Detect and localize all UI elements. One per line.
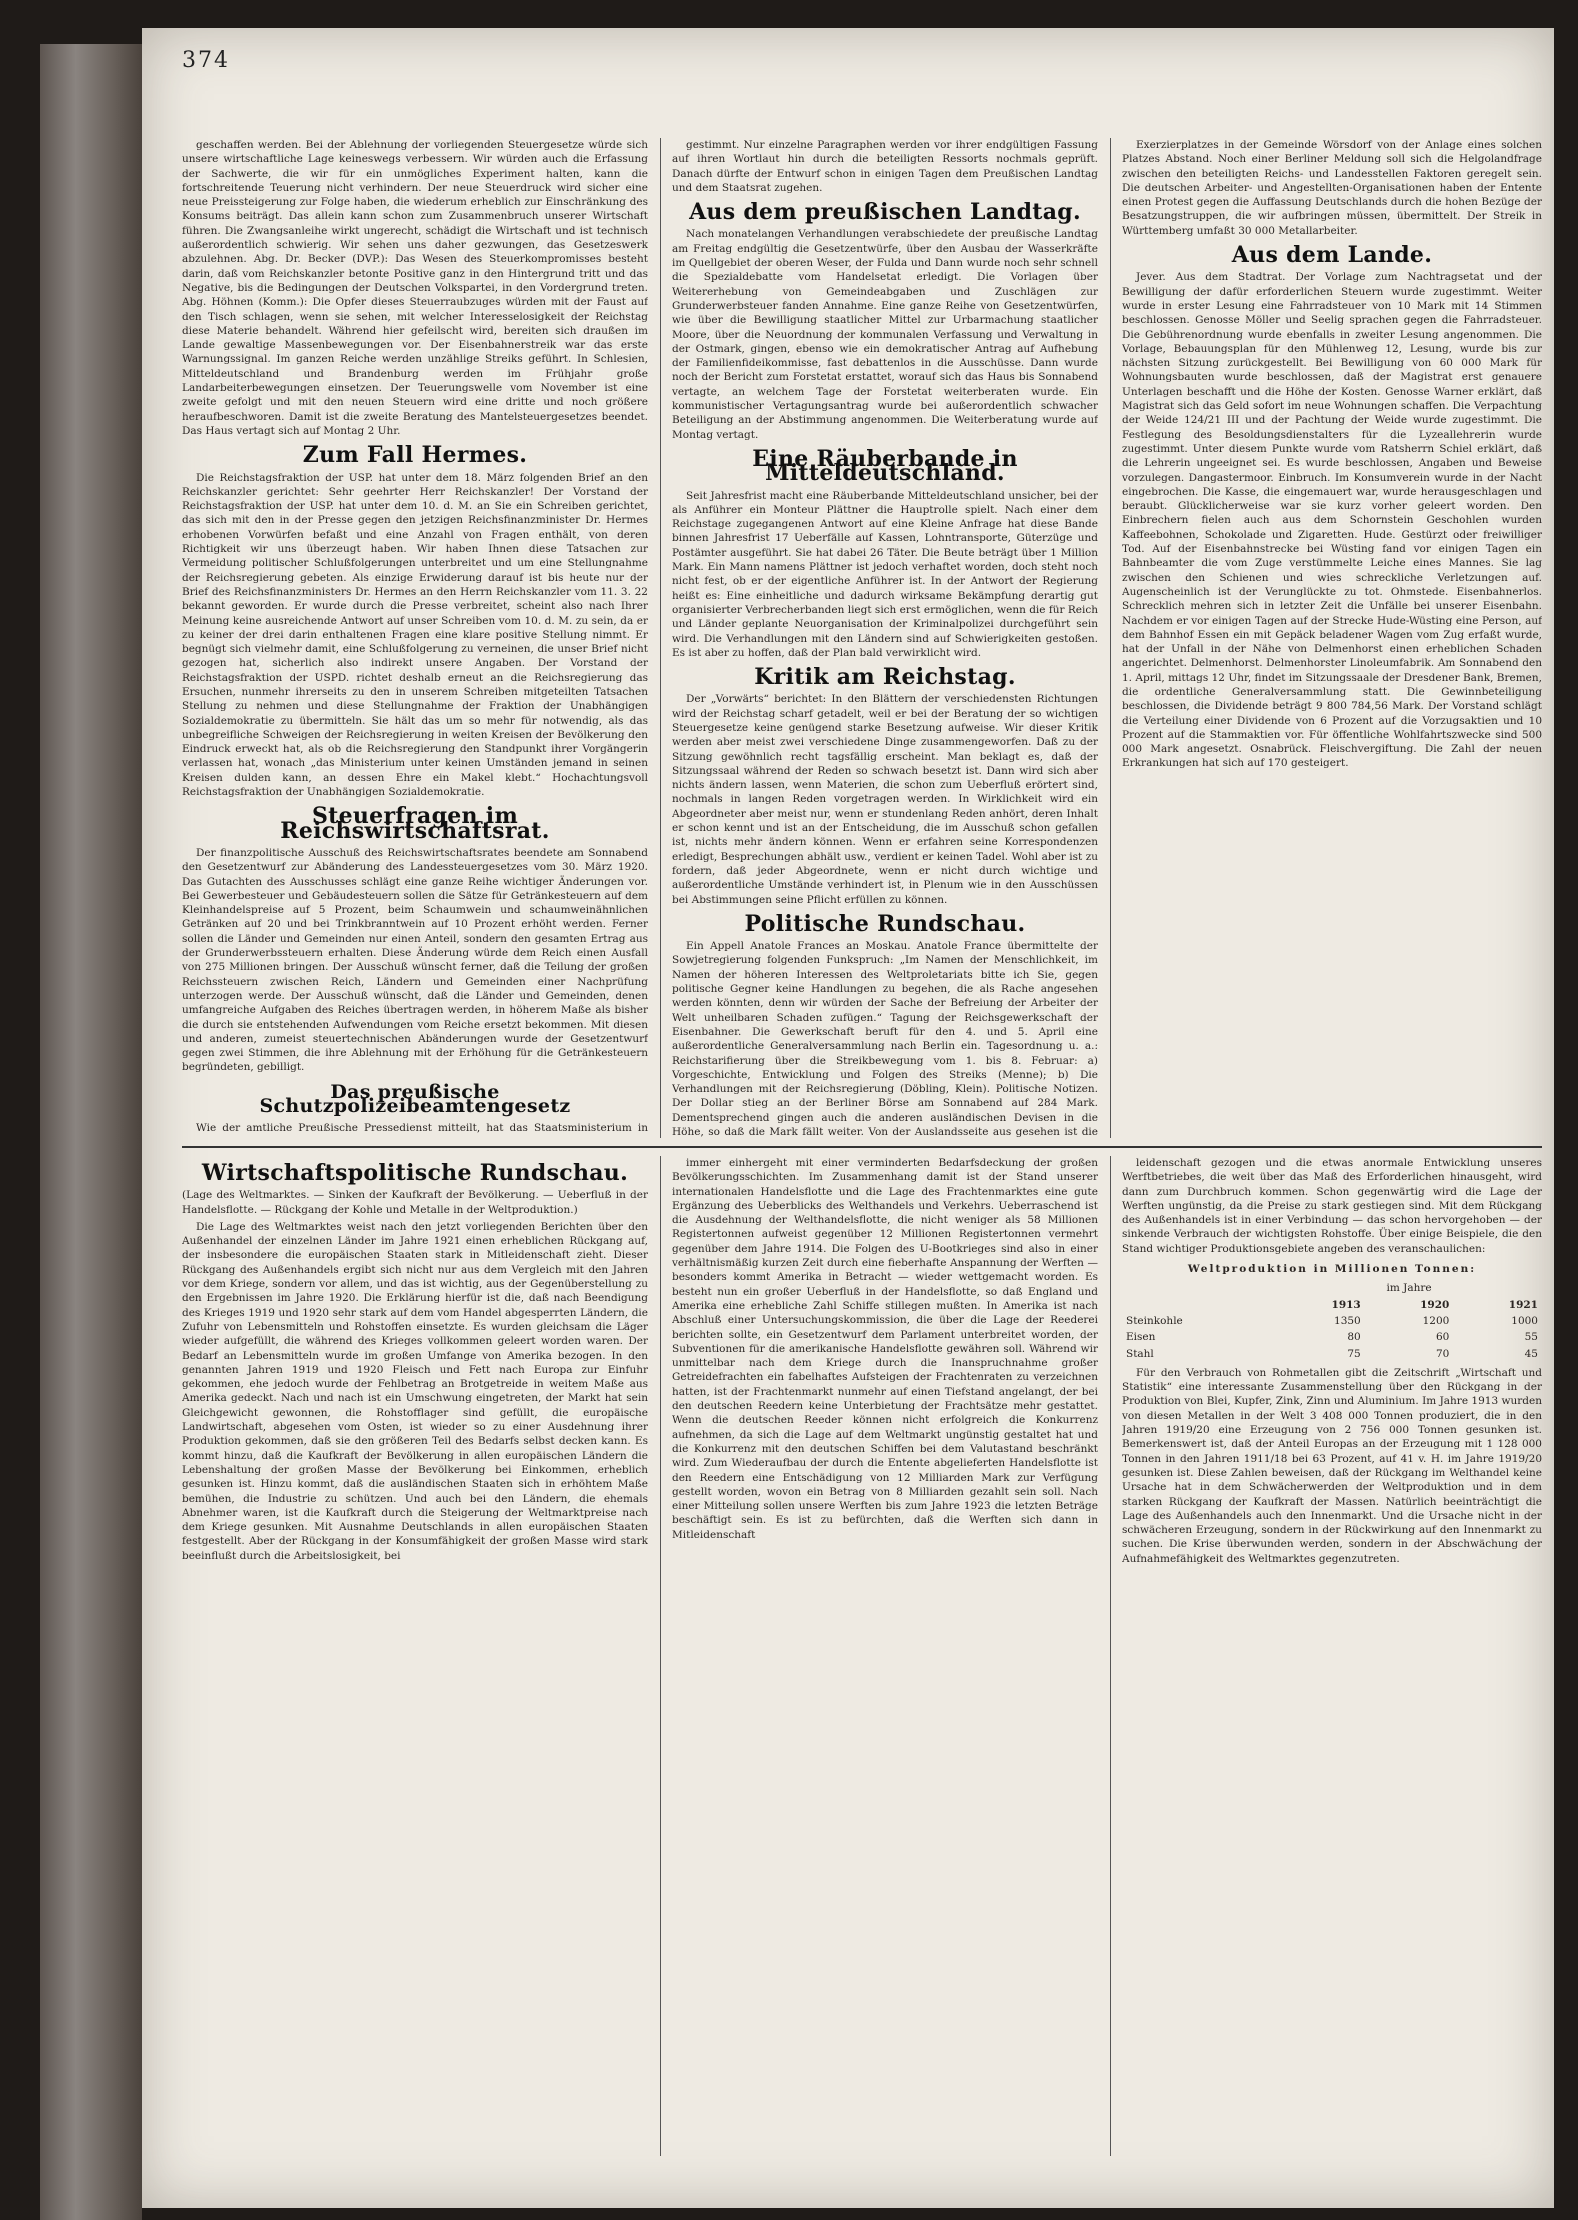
cell: 1200	[1422, 1314, 1450, 1327]
headline-schutzpolizei: Das preußische Schutzpolizeibeamtengesetz	[259, 1080, 571, 1117]
article-text: Der „Vorwärts“ berichtet: In den Blättern der verschiedensten Richtungen wird der Reichstag scharf getadelt, weil er bei der Beratung der so wichtigen Steuergesetze keine genügend starke Besetzung aufweise. Wir dieser Kritik werden aber meist zwei verschiedene Dinge zusammengeworfen. Daß zu der Sitzung gewöhnlich recht tagsfällig erscheint. Man beklagt es, daß der Sitzungssaal während der Reden so schwach besetzt ist. Dann wird sich aber nichts ändern lassen, wenn Materien, die schon zum Ueberfluß erörtert sind, nochmals in langen Reden vorgetragen werden. In Wirklichkeit wird ein Abgeordneter aber meist nur, wenn er stundenlang Reden anhört, deren Inhalt er schon kennt und ist an der Entscheidung, die im Ausschuß schon gefallen ist, nichts mehr ändern können. Wenn er erfahren seine Korrespondenzen erledigt, Besprechungen abhält usw., verdient er keinen Tadel. Wohl aber ist zu fordern, daß jeder Abgeordnete, wenn er nicht durch wichtige und außerordentliche Umstände verhindert ist, in Plenum wie in den Ausschüssen bei Abstimmungen seine Pflicht erfüllen zu können.	[672, 693, 1098, 906]
article-text: Jever. Aus dem Stadtrat. Der Vorlage zum Nachtragsetat und der Bewilligung der dafür erforderlichen Steuern wurde zugestimmt. Weiter wurde in erster Lesung eine Fahrradsteuer von 10 Mark mit 14 Stimmen beschlossen. Genosse Möller und Seelig sprachen gegen die Fahrradsteuer. Die Gebührenordnung wurde ebenfalls in zweiter Lesung angenommen. Die Vorlage, Bebauungsplan für den Mühlenweg 12, Lesung, wurde bis zur nächsten Sitzung zurückgestellt. Bei Bewilligung von 60 000 Mark für Wohnungsbauten wurde beschlossen, daß der Magistrat erst genauere Unterlagen beschafft und die Höhe der Kosten. Genosse Warner erklärt, daß Magistrat sich das Geld sofort im neue Wohnungen schaffen. Die Verpachtung der Weide 124/21 III und der Pachtung der Weide wurde zugestimmt. Die Festlegung des Besoldungsdienstalters für die Lyzeallehrerin wurde zugestimmt. Unter diesem Punkte wurde vom Ratsherrn Schiel erklärt, daß die Lehrerin ungeeignet sei. Es wurde beschlossen, Angaben und Beweise vorzulegen. Dangastermoor. Einbruch. Im Konsumverein wurde in der Nacht eingebrochen. Die Kasse, die eingemauert war, wurde herausgeschlagen und beraubt. Glücklicherweise war sie kurz vorher geleert worden. Den Einbrechern fielen auch aus dem Schornstein Geschohlen wurden Kaffeebohnen, Schokolade und Zigaretten. Hude. Gestürzt oder freiwilliger Tod. Auf der Eisenbahnstrecke bei Wüsting fand vor einigen Tagen ein Bahnbeamter die vom Zuge verstümmelte Leiche eines Mannes. Sie lag zwischen den Schienen und wies schreckliche Verletzungen auf. Augenscheinlich ist der Verunglückte zu tot. Ohmstede. Eisenbahnerlos. Schrecklich mehren sich in letzter Zeit die Unfälle bei unserer Eisenbahn. Nachdem er vor einigen Tagen auf der Strecke Hude-Wüsting eine Person, auf dem Bahnhof Essen ein mit Gepäck beladener Wagen vom Zug erfaßt wurde, hat der Unfall in der Nähe von Delmenhorst einen erheblichen Schaden angerichtet. Delmenhorst. Delmenhorster Linoleumfabrik. Am Sonnabend den 1. April, mittags 12 Uhr, findet im Sitzungssaale der Dresdener Bank, Bremen, die ordentliche Generalversammlung statt. Die Gewinnbeteiligung beschlossen, die Dividende beträgt 9 800 784,56 Mark. Der Vorstand schlägt die Verteilung einer Dividende von 6 Prozent auf die Vorzugsaktien und 10 Prozent auf die Stammaktien vor. Für öffentliche Wohlfahrtszwecke sind 500 000 Mark angesetzt. Osnabrück. Fleischvergiftung. Die Zahl der neuen Erkrankungen hat sich auf 170 gesteigert.	[1122, 271, 1542, 770]
cell: 45	[1524, 1347, 1538, 1360]
headline-landtag: Aus dem preußischen Landtag.	[689, 199, 1081, 226]
cell: 55	[1524, 1331, 1538, 1344]
page-number: 374	[182, 48, 230, 73]
article-text: leidenschaft gezogen und die etwas anormale Entwicklung unseres Werftbetriebes, die weit über das Maß des Erforderlichen hinausgeht, wird dann zum Durchbruch kommen. Schon gegenwärtig wird die Lage der Werften ungünstig, da die Preise zu stark gestiegen sind. Mit dem Rückgang des Außenhandels ist in einer Verbindung — das schon hervorgehoben — der sinkende Verbrauch der wichtigsten Rohstoffe. Über einige Beispiele, die den Stand wichtiger Produktionsgebiete angeben des veranschaulichen:	[1122, 1157, 1542, 1255]
article-text: Der finanzpolitische Ausschuß des Reichswirtschaftsrates beendete am Sonnabend den Gesetzentwurf zur Abänderung des Landessteuergesetzes vom 30. März 1920. Das Gutachten des Ausschusses schlägt eine ganze Reihe wichtiger Änderungen vor. Bei Gewerbesteuer und Gebäudesteuern sollen die Sätze für Getränkesteuern auf dem Kleinhandelspreise auf 5 Prozent, beim Schaumwein und schaumweinähnlichen Getränken auf 20 und bei Trinkbranntwein auf 10 Prozent erhöht werden. Ferner sollen die Länder und Gemeinden nur einen Anteil, sondern den gesamten Ertrag aus der Grunderwerbssteuern erhalten. Diese Änderung würde dem Reich einen Ausfall von 275 Millionen bringen. Der Ausschuß wünscht ferner, daß die Teilung der großen Reichssteuern zwischen Reich, Ländern und Gemeinden einer Nachprüfung unterzogen werde. Der Ausschuß wünscht, daß die Länder und Gemeinden, denen umfangreiche Aufgaben des Reiches übertragen werden, in höherem Maße als bisher die durch sie entstehenden Aufwendungen vom Reiche ersetzt bekommen. Mit diesen und anderen, zumeist steuertechnischen Abänderungen wurde der Gesetzentwurf gegen zwei Stimmen, die ihre Ablehnung mit der Erhöhung für die Getränkesteuern begründeten, gebilligt.	[182, 846, 648, 1074]
table-row	[1122, 1329, 1542, 1345]
cell: 80	[1347, 1331, 1361, 1344]
column-3	[1122, 138, 1542, 1138]
column-divider	[1110, 1156, 1111, 2156]
bottom-column-1	[182, 1156, 648, 2156]
table-year: 1913	[1331, 1298, 1361, 1311]
headline-politische-rundschau: Politische Rundschau.	[744, 910, 1026, 937]
cell: 1350	[1334, 1314, 1361, 1327]
article-text: Wie der amtliche Preußische Pressedienst mitteilt, hat das Staatsministerium in	[196, 1122, 648, 1135]
production-table-title: Weltproduktion in Millionen Tonnen:	[1187, 1263, 1477, 1276]
article-text: Für den Verbrauch von Rohmetallen gibt die Zeitschrift „Wirtschaft und Statistik“ eine interessante Zusammenstellung über den Rückgang in der Produktion von Blei, Kupfer, Zink, Zinn und Aluminium. Im Jahre 1913 wurden von diesen Metallen in der Welt 3 408 000 Tonnen produziert, die in den Jahren 1919/20 eine Erzeugung von 2 756 000 Tonnen gesunken ist. Bemerkenswert ist, daß der Anteil Europas an der Erzeugung mit 1 128 000 Tonnen in den Jahren 1911/18 bei 63 Prozent, auf 41 v. H. im Jahre 1919/20 gesunken ist. Diese Zahlen beweisen, daß der Rückgang im Welthandel keine Ursache hat in dem Schwächerwerden der Weltproduktion und in dem starken Rückgang der Kaufkraft der Massen. Natürlich beeinträchtigt die Lage des Außenhandels auch den Innenmarkt. Und die Ursache nicht in der schwächeren Erzeugung, sondern in der Rückwirkung auf den Innenmarkt zu suchen. Die Krise überwunden werden, sondern in der Abschwächung der Aufnahmefähigkeit des Weltmarktes gegenzutreten.	[1122, 1366, 1542, 1565]
newspaper-page	[142, 28, 1554, 2208]
article-text: Nach monatelangen Verhandlungen verabschiedete der preußische Landtag am Freitag endgültig die Gesetzentwürfe, über den Ausbau der Wasserkräfte im Quellgebiet der oberen Weser, der Fulda und Dann wurde noch sehr schnell die Spezialdebatte vom Handelsetat erledigt. Die Vorlagen über Weitererhebung von Gemeindeabgaben und Zuschlägen zur Grunderwerbsteuer fanden Annahme. Eine ganze Reihe von Gesetzentwürfen, wie über die Bewilligung staatlicher Mittel zur Urbarmachung staatlicher Moore, über die Neuordnung der kommunalen Verfassung und Verwaltung in der Ostmark, gingen, ebenso wie ein demokratischer Antrag auf Aufhebung der Familienfideikommisse, fast debattenlos in die Ausschüsse. Dann wurde noch der Bericht zum Forstetat erstattet, worauf sich das Haus bis Sonnabend vertagte, an welchem Tage der Forstetat weiterberaten wurde. Ein kommunistischer Vertagungsantrag wurde bei außerordentlich schwacher Beteiligung an der Abstimmung angenommen. Die Weiterberatung wurde auf Montag vertagt.	[672, 228, 1098, 441]
column-1	[182, 138, 648, 1138]
row-label: Steinkohle	[1126, 1314, 1183, 1327]
article-text: Ein Appell Anatole Frances an Moskau. Anatole France übermittelte der Sowjetregierung folgenden Funkspruch: „Im Namen der Menschlichkeit, im Namen der höheren Interessen des Weltproletariats bitte ich Sie, gegen politische Gegner keine Handlungen zu begehen, die als Rache angesehen werden könnten, denn wir würden der Sache der Befreiung der Arbeiter der Welt unheilbaren Schaden zufügen.“ Tagung der Reichsgewerkschaft der Eisenbahner. Die Gewerkschaft beruft für den 4. und 5. April eine außerordentliche Generalversammlung nach Berlin ein. Tagesordnung u. a.: Reichstarifierung über die Streikbewegung vom 1. bis 8. Februar: a) Vorgeschichte, Entwicklung und Folgen des Streiks (Menne); b) Die Verhandlungen mit der Reichsregierung (Döbling, Klein). Politische Notizen. Der Dollar stieg an der Berliner Börse am Sonnabend auf 284 Mark. Dementsprechend gingen auch die anderen ausländischen Devisen in die Höhe, so daß die Mark fällt weiter. Von der Auslandsseite aus gesehen ist die	[672, 940, 1098, 1138]
headline-kritik: Kritik am Reichstag.	[754, 664, 1016, 691]
table-row	[1122, 1313, 1542, 1329]
article-text: Die Lage des Weltmarktes weist nach den jetzt vorliegenden Berichten über den Außenhandel der einzelnen Länder im Jahre 1921 einen erheblichen Rückgang auf, der insbesondere die europäischen Staaten stark in Mitleidenschaft zieht. Dieser Rückgang des Außenhandels ergibt sich nicht nur aus dem Vergleich mit den Jahren vor dem Kriege, sondern vor allem, und das ist wichtig, aus der Gegenüberstellung zu den Ergebnissen im Jahre 1920. Die Erklärung hierfür ist die, daß nach Beendigung des Krieges 1919 und 1920 sehr stark auf dem vom Handel abgesperrten Ländern, die Zufuhr von Lebensmitteln und Rohstoffen einsetzte. Es wurden gleichsam die Läger wieder aufgefüllt, die während des Krieges vollkommen geleert worden waren. Der Bedarf an Lebensmitteln wurde im großen Umfange von Amerika bezogen. In den genannten Jahren 1919 und 1920 Fleisch und Fett nach Europa zur Einfuhr gekommen, ehe jedoch wurde der Fehlbetrag an Brotgetreide in weitem Maße aus Amerika gedeckt. Nach und nach ist ein Umschwung eingetreten, der Markt hat sein Gleichgewicht gewonnen, die Rohstofflager sind gefüllt, die europäische Landwirtschaft, abgesehen vom Osten, ist wieder so zu einer Ausdehnung ihrer Produktion gekommen, daß sie den größeren Teil des Bedarfs selbst decken kann. Es kommt hinzu, daß die Kaufkraft der Bevölkerung in allen europäischen Ländern die Lebenshaltung der großen Masse der Bevölkerung bei Einkommen, erheblich gesunken ist. Hinzu kommt, daß die ausländischen Staaten sich in erhöhtem Maße bemühen, die Industrie zu schützen. Und auch bei den Ländern, die ehemals Abnehmer waren, ist die Kaufkraft durch die Steigerung der Weltmarktpreise nach dem Kriege gesunken. Mit Ausnahme Deutschlands in allen europäischen Staaten festgestellt. Aber der Rückgang in der Konsumfähigkeit der großen Masse wird stark beeinflußt durch die Arbeitslosigkeit, bei	[182, 1220, 648, 1562]
headline-steuerfragen: Steuerfragen im Reichswirtschaftsrat.	[280, 803, 550, 844]
article-text: gestimmt. Nur einzelne Paragraphen werden vor ihrer endgültigen Fassung auf ihren Wortlaut hin durch die beteiligten Ressorts nochmals geprüft. Danach dürfte der Entwurf schon in einigen Tagen dem Preußischen Landtag und dem Staatsrat zugehen.	[672, 139, 1098, 194]
cell: 70	[1435, 1347, 1450, 1360]
column-2	[672, 138, 1098, 1138]
headline-wirtschaftspolitische-rundschau: Wirtschaftspolitische Rundschau.	[201, 1160, 629, 1186]
headline-raeuberbande: Eine Räuberbande in Mitteldeutschland.	[752, 445, 1018, 487]
table-year: 1921	[1508, 1298, 1538, 1311]
article-text: Seit Jahresfrist macht eine Räuberbande Mitteldeutschland unsicher, bei der als Anführer ein Monteur Plättner die Hauptrolle spielt. Nach einer dem Reichstage zugegangenen Antwort auf eine Kleine Anfrage hat diese Bande binnen Jahresfrist 17 Ueberfälle auf Kassen, Lohntransporte, Güterzüge und Postämter ausgeführt. Sie hat dabei 26 Täter. Die Beute beträgt über 1 Million Mark. Ein Mann namens Plättner ist jedoch verhaftet worden, doch steht noch nicht fest, ob er der eigentliche Anführer ist. In der Antwort der Regierung heißt es: Eine einheitliche und dadurch wirksame Bekämpfung derartig gut organisierter Verbrecherbanden liegt sich erst ermöglichen, wenn die für Reich und Länder geplante Neuorganisation der Kriminalpolizei durchgeführt sein wird. Die Verhandlungen mit den Ländern sind auf Schwierigkeiten gestoßen. Es ist aber zu hoffen, daß der Plan bald verwirklicht wird.	[672, 489, 1098, 659]
cell: 60	[1435, 1331, 1450, 1344]
row-label: Stahl	[1126, 1347, 1154, 1360]
column-divider	[660, 138, 661, 1138]
article-text: Exerzierplatzes in der Gemeinde Wörsdorf von der Anlage eines solchen Platzes Abstand. Noch einer Berliner Meldung soll sich die Helgolandfrage zwischen den beteiligten Reichs- und Landesstellen Faktoren geregelt sein. Die deutschen Arbeiter- und Angestellten-Organisationen haben der Entente einen Protest gegen die Auffassung Deutschlands durch die hohen Bezüge der Besatzungstruppen, die wir aufbringen müssen, übermittelt. Der Streik in Württemberg umfaßt 30 000 Metallarbeiter.	[1122, 139, 1542, 237]
column-divider	[660, 1156, 661, 2156]
cell: 1000	[1511, 1314, 1538, 1327]
article-text: Die Reichstagsfraktion der USP. hat unter dem 18. März folgenden Brief an den Reichskanzler gerichtet: Sehr geehrter Herr Reichskanzler! Der Vorstand der Reichstagsfraktion der USP. hat unter dem 10. d. M. an Sie ein Schreiben gerichtet, das sich mit den in der Presse gegen den jetzigen Reichsfinanzminister Dr. Hermes erhobenen Vorwürfen befaßt und eine Anzahl von Fragen enthält, von deren Richtigkeit wir uns überzeugt haben. Wir haben Ihnen diese Tatsachen zur Vermeidung politischer Schlußfolgerungen unterbreitet und um eine Stellungnahme der Reichsregierung gebeten. Als einzige Erwiderung darauf ist bis heute nur der Brief des Reichsfinanzministers Dr. Hermes an den Herrn Reichskanzler vom 11. 3. 22 bekannt geworden. Er wurde durch die Presse verbreitet, scheint also nach Ihrer Meinung keine ausreichende Antwort auf unser Schreiben vom 10. d. M. zu sein, da er zu keiner der drei darin enthaltenen Fragen eine klare positive Stellung nimmt. Er begnügt sich vielmehr damit, eine Schlußfolgerung zu verneinen, die unser Brief nicht gezogen hat, sicherlich also indirekt unsere Angaben. Der Vorstand der Reichstagsfraktion der USPD. richtet deshalb erneut an die Reichsregierung das Ersuchen, nunmehr ihrerseits zu den in unserem Schreiben mitgeteilten Tatsachen Stellung zu nehmen und diese Stellungnahme der Fraktion der Unabhängigen Sozialdemokratie zu übermitteln. Sie hält das um so mehr für notwendig, als das unbegreifliche Schweigen der Reichsregierung in weiten Kreisen der Bevölkerung den Eindruck erweckt hat, als ob die Reichsregierung den Standpunkt ihrer Vorgängerin verlassen hat, wonach „das Ministerium unter keinen Umständen jemand in seinen Kreisen dulden kann, an dessen Ehre ein Makel klebt.“ Hochachtungsvoll Reichstagsfraktion der Unabhängigen Sozialdemokratie.	[182, 471, 648, 799]
headline-aus-dem-lande: Aus dem Lande.	[1231, 242, 1433, 269]
production-table	[1122, 1280, 1542, 1361]
bottom-column-2	[672, 1156, 1098, 2156]
row-label: Eisen	[1126, 1331, 1156, 1344]
section-divider	[182, 1146, 1542, 1148]
article-text: geschaffen werden. Bei der Ablehnung der vorliegenden Steuergesetze würde sich unsere wirtschaftliche Lage keineswegs verbessern. Wir würden auch die Erfassung der Sachwerte, die wir für ein unmögliches Experiment halten, kann die fortschreitende Teuerung nicht verhindern. Der neue Steuerdruck wird sicher eine neue Preissteigerung zur Folge haben, die wiederum erheblich zur Einschränkung des Konsums beiträgt. Das allein kann schon zum Zusammenbruch unserer Wirtschaft führen. Die Zwangsanleihe wirkt ungerecht, schädigt die Wirtschaft und ist technisch außerordentlich schwierig. Wir sehen uns daher gezwungen, das Gesetzeswerk abzulehnen. Abg. Dr. Becker (DVP.): Das Wesen des Steuerkompromisses besteht darin, daß vom Reichskanzler betonte Positive ganz in den Hintergrund tritt und das Negative, bis die Bedingungen der Deutschen Volkspartei, in den Vordergrund treten. Abg. Höhnen (Komm.): Die Opfer dieses Steuerraubzuges würden mit der Faust auf den Tisch schlagen, wenn sie sehen, mit welcher Interesselosigkeit der Reichstag diese Materie behandelt. Während hier gefeilscht wird, bereiten sich draußen im Lande gewaltige Massenbewegungen vor. Der Eisenbahnerstreik war das erste Warnungssignal. Im ganzen Reiche werden unzählige Streiks geführt. In Schlesien, Mitteldeutschland und Brandenburg werden im Frühjahr große Landarbeiterbewegungen einsetzen. Der Teuerungswelle vom November ist eine zweite gefolgt und mit den neuen Steuern wird eine dritte und noch größere heraufbeschworen. Damit ist die zweite Beratung des Mantelsteuergesetzes beendet. Das Haus vertagt sich auf Montag 2 Uhr.	[182, 139, 648, 437]
table-subhead: im Jahre	[1386, 1282, 1432, 1295]
article-text: immer einhergeht mit einer verminderten Bedarfsdeckung der großen Bevölkerungsschichten. Im Zusammenhang damit ist der Stand unserer internationalen Handelsflotte und die Lage des Frachtenmarktes eine gute Ergänzung des Ueberblicks des Welthandels und Verkehrs. Ueberraschend ist die Ausdehnung der Welthandelsflotte, die nicht weniger als 58 Millionen Registertonnen aufweist gegenüber 12 Millionen Registertonnen vermehrt gegenüber dem Jahre 1914. Die Folgen des U-Bootkrieges sind also in einer verhältnismäßig kurzen Zeit durch eine fieberhafte Anspannung der Werften — besonders kommt Amerika in Betracht — wieder wettgemacht worden. Es besteht nun ein großer Ueberfluß in der Handelsflotte, so daß England und Amerika eine erhebliche Zahl Schiffe stillegen mußten. In Amerika ist nach Abschluß einer Untersuchungskommission, die über die Lage der Reederei berichten sollte, ein Gesetzentwurf dem Parlament unterbreitet worden, der Subventionen für die amerikanische Handelsflotte gewähren soll. Während wir unmittelbar nach dem Kriege durch die Inanspruchnahme großer Getreidefrachten ein fabelhaftes Aufsteigen der Frachtenraten zu verzeichnen hatten, ist der Frachtenmarkt nunmehr auf einen Tiefstand angelangt, der bei den deutschen Reedern keine Unterbietung der Frachtsätze mehr gestattet. Wenn die deutschen Reeder können nicht erfolgreich die Konkurrenz aufnehmen, da sich die Lage auf dem Weltmarkt ungünstig gestaltet hat und die Konkurrenz mit den deutschen Schiffen bei dem Valutastand beschränkt wird. Zum Wiederaufbau der durch die Entente abgelieferten Handelsflotte ist den Reedern eine Entschädigung von 12 Milliarden Mark zur Verfügung gestellt worden, wovon ein Betrag von 8 Milliarden gezahlt sein soll. Nach einer Mitteilung sollen unsere Werften bis zum Jahre 1923 die letzten Beträge beschäftigt sein. Es ist zu befürchten, daß die Werften sich dann in Mitleidenschaft	[672, 1157, 1098, 1541]
table-year: 1920	[1420, 1298, 1450, 1311]
column-divider	[1110, 138, 1111, 1138]
table-row	[1122, 1346, 1542, 1362]
headline-hermes: Zum Fall Hermes.	[302, 442, 528, 469]
article-subtitle: (Lage des Weltmarktes. — Sinken der Kaufkraft der Bevölkerung. — Ueberfluß in der Handelsflotte. — Rückgang der Kohle und Metalle in der Weltproduktion.)	[182, 1189, 648, 1216]
book-binding	[40, 44, 142, 2220]
cell: 75	[1347, 1347, 1361, 1360]
bottom-column-3	[1122, 1156, 1542, 2156]
